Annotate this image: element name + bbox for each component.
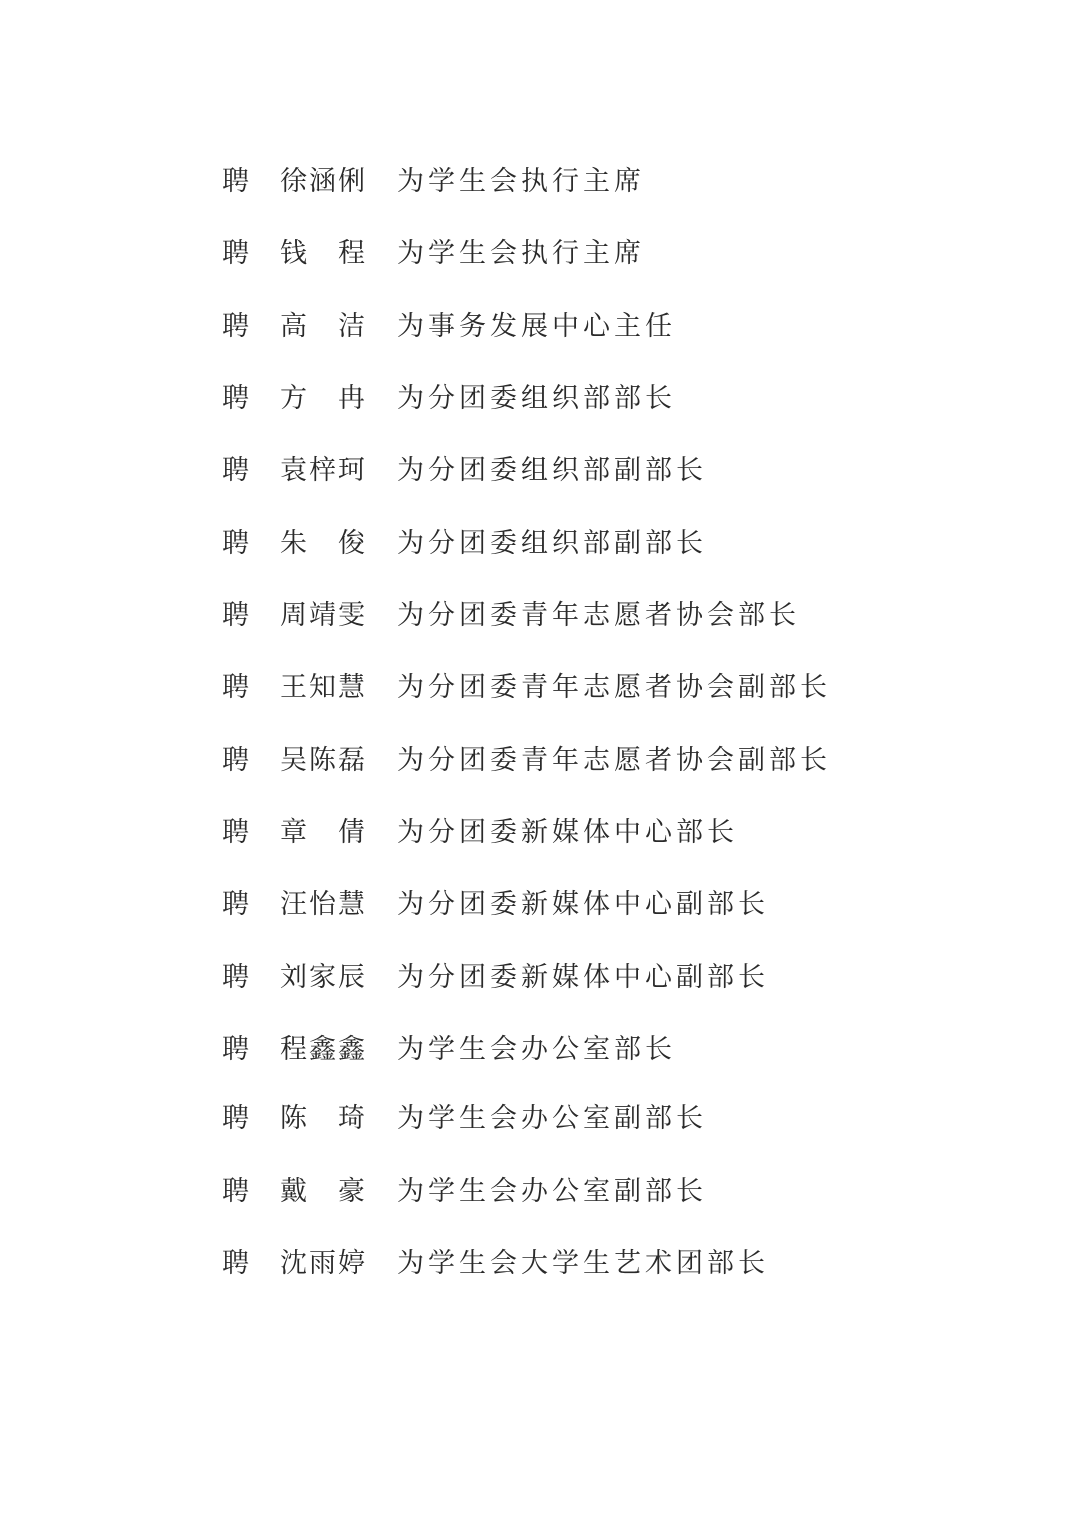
appointment-row xyxy=(0,880,1080,930)
appointee-name: 袁梓珂 xyxy=(280,455,367,486)
appointment-verb: 聘 xyxy=(222,817,250,848)
appointment-role: 为分团委新媒体中心部长 xyxy=(397,817,738,848)
appointment-role: 为学生会执行主席 xyxy=(397,166,645,197)
appointment-verb: 聘 xyxy=(222,672,250,703)
appointee-name: 高 洁 xyxy=(280,311,366,342)
appointment-row xyxy=(0,519,1080,569)
appointment-verb: 聘 xyxy=(222,1034,250,1065)
appointment-role: 为分团委新媒体中心副部长 xyxy=(397,889,769,920)
appointee-name: 刘家辰 xyxy=(280,962,367,993)
appointee-name: 吴陈磊 xyxy=(280,745,367,776)
appointee-name: 章 倩 xyxy=(280,817,366,848)
appointment-role: 为分团委新媒体中心副部长 xyxy=(397,962,769,993)
appointee-name: 徐涵俐 xyxy=(280,166,367,197)
appointment-verb: 聘 xyxy=(222,1176,250,1207)
appointee-name: 朱 俊 xyxy=(280,528,366,559)
appointee-name: 方 冉 xyxy=(280,383,366,414)
appointment-row xyxy=(0,808,1080,858)
appointee-name: 戴 豪 xyxy=(280,1176,366,1207)
appointment-role: 为学生会办公室副部长 xyxy=(397,1103,707,1134)
appointment-verb: 聘 xyxy=(222,1103,250,1134)
appointment-role: 为学生会办公室副部长 xyxy=(397,1176,707,1207)
appointment-role: 为学生会办公室部长 xyxy=(397,1034,676,1065)
appointment-verb: 聘 xyxy=(222,311,250,342)
appointee-name: 程鑫鑫 xyxy=(280,1034,367,1065)
appointment-row xyxy=(0,374,1080,424)
appointment-verb: 聘 xyxy=(222,383,250,414)
appointment-role: 为分团委青年志愿者协会副部长 xyxy=(397,745,831,776)
appointment-role: 为分团委组织部部长 xyxy=(397,383,676,414)
appointment-verb: 聘 xyxy=(222,166,250,197)
appointment-row xyxy=(0,229,1080,279)
appointment-row xyxy=(0,953,1080,1003)
appointment-role: 为学生会执行主席 xyxy=(397,238,645,269)
appointment-row xyxy=(0,1025,1080,1075)
appointment-verb: 聘 xyxy=(222,528,250,559)
appointment-role: 为分团委组织部副部长 xyxy=(397,455,707,486)
appointment-row xyxy=(0,663,1080,713)
appointment-row xyxy=(0,591,1080,641)
appointee-name: 周靖雯 xyxy=(280,600,367,631)
appointee-name: 陈 琦 xyxy=(280,1103,366,1134)
appointment-verb: 聘 xyxy=(222,889,250,920)
appointment-row xyxy=(0,1167,1080,1217)
appointment-row xyxy=(0,736,1080,786)
appointment-verb: 聘 xyxy=(222,455,250,486)
appointment-row xyxy=(0,1094,1080,1144)
appointee-name: 王知慧 xyxy=(280,672,367,703)
appointment-role: 为事务发展中心主任 xyxy=(397,311,676,342)
appointment-verb: 聘 xyxy=(222,745,250,776)
appointment-verb: 聘 xyxy=(222,238,250,269)
appointee-name: 钱 程 xyxy=(280,238,366,269)
appointment-verb: 聘 xyxy=(222,1248,250,1279)
appointment-role: 为学生会大学生艺术团部长 xyxy=(397,1248,769,1279)
appointee-name: 沈雨婷 xyxy=(280,1248,367,1279)
appointment-row xyxy=(0,157,1080,207)
appointment-role: 为分团委青年志愿者协会副部长 xyxy=(397,672,831,703)
appointment-row xyxy=(0,1239,1080,1289)
appointment-verb: 聘 xyxy=(222,600,250,631)
appointment-role: 为分团委组织部副部长 xyxy=(397,528,707,559)
appointment-role: 为分团委青年志愿者协会部长 xyxy=(397,600,800,631)
appointment-row xyxy=(0,302,1080,352)
appointment-row xyxy=(0,446,1080,496)
appointee-name: 汪怡慧 xyxy=(280,889,367,920)
appointment-verb: 聘 xyxy=(222,962,250,993)
